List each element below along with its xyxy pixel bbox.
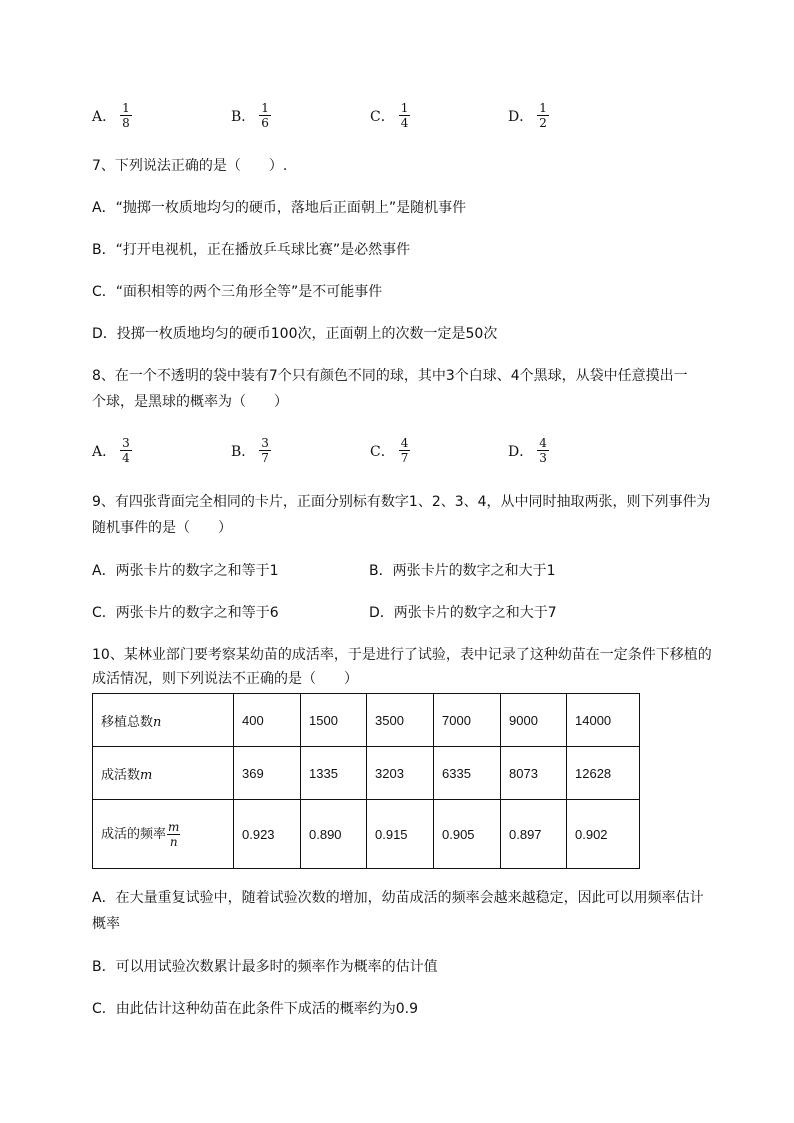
q6-option-d: [508, 101, 549, 130]
denominator: 7: [400, 451, 409, 465]
fraction: [120, 436, 132, 465]
table-cell: 12628: [567, 747, 640, 800]
fraction: [259, 436, 271, 465]
option-letter: C．: [370, 108, 395, 125]
q10-option-c: C．由此估计这种幼苗在此条件下成活的概率约为0.9: [92, 1001, 419, 1017]
option-letter: B．: [231, 108, 256, 125]
numerator: 4: [400, 436, 409, 450]
denominator: n: [169, 834, 178, 849]
q10-stem-line1: 10、某林业部门要考察某幼苗的成活率，于是进行了试验，表中记录了这种幼苗在一定条件下移植的: [92, 647, 712, 663]
q6-option-b: [231, 101, 271, 130]
table-cell: 0.905: [434, 800, 501, 869]
table-cell: 1335: [301, 747, 367, 800]
q6-option-a: [92, 101, 132, 130]
table-cell: 0.923: [234, 800, 301, 869]
denominator: 2: [539, 116, 547, 130]
numerator: 1: [539, 101, 547, 115]
q10-stem-line2: 成活情况，则下列说法不正确的是（ ）: [92, 671, 358, 687]
label-text: 成活的频率: [101, 826, 167, 842]
q7-option-b: B．“打开电视机，正在播放乒乓球比赛”是必然事件: [92, 242, 411, 258]
fraction: [537, 436, 549, 465]
q10-option-b: B．可以用试验次数累计最多时的频率作为概率的估计值: [92, 959, 438, 975]
denominator: 7: [261, 451, 269, 465]
table-row: [93, 747, 640, 800]
q10-option-a-line2: 概率: [92, 916, 120, 932]
table-row: [93, 694, 640, 747]
variable-n: n: [153, 714, 162, 730]
table-cell: 0.915: [367, 800, 434, 869]
numerator: 3: [122, 436, 130, 450]
fraction: [120, 101, 132, 130]
fraction: [399, 101, 411, 130]
option-letter: A．: [92, 108, 117, 125]
label-text: 成活数: [101, 767, 141, 783]
table-cell: 400: [234, 694, 301, 747]
q8-option-b: [231, 436, 271, 465]
row-header-survived: [93, 747, 234, 800]
numerator: 4: [539, 436, 547, 450]
option-letter: A．: [92, 443, 117, 460]
q7-option-a: A．“抛掷一枚质地均匀的硬币，落地后正面朝上”是随机事件: [92, 200, 467, 216]
table-cell: 9000: [501, 694, 567, 747]
numerator: m: [168, 819, 180, 834]
variable-m: m: [140, 767, 153, 783]
table-cell: 0.902: [567, 800, 640, 869]
denominator: 3: [539, 451, 547, 465]
fraction-m-over-n: [167, 820, 180, 849]
table-cell: 0.890: [301, 800, 367, 869]
table-cell: 3500: [367, 694, 434, 747]
q8-option-c: [370, 436, 410, 465]
q8-option-a: [92, 436, 132, 465]
transplant-table: [92, 693, 640, 869]
q7-stem: 7、下列说法正确的是（ ）.: [92, 158, 288, 174]
label-text: 移植总数: [101, 714, 154, 730]
option-letter: D．: [508, 108, 534, 125]
table-cell: 1500: [301, 694, 367, 747]
option-letter: B．: [231, 443, 256, 460]
q9-stem-line1: 9、有四张背面完全相同的卡片，正面分别标有数字1、2、3、4，从中同时抽取两张，则下列事件为: [92, 494, 711, 510]
q9-option-a: A．两张卡片的数字之和等于1: [92, 563, 279, 579]
numerator: 1: [400, 101, 409, 115]
q8-stem-line2: 个球，是黑球的概率为（ ）: [92, 394, 288, 410]
denominator: 6: [261, 116, 269, 130]
table-cell: 8073: [501, 747, 567, 800]
numerator: 3: [261, 436, 269, 450]
row-header-frequency: [93, 800, 234, 869]
q7-option-c: C．“面积相等的两个三角形全等”是不可能事件: [92, 284, 383, 300]
q9-stem-line2: 随机事件的是（ ）: [92, 520, 232, 536]
q8-option-d: [508, 436, 549, 465]
q9-option-d: D．两张卡片的数字之和大于7: [369, 605, 557, 621]
q7-option-d: D．投掷一枚质地均匀的硬币100次，正面朝上的次数一定是50次: [92, 326, 498, 342]
table-cell: 0.897: [501, 800, 567, 869]
q10-option-a-line1: A．在大量重复试验中，随着试验次数的增加，幼苗成活的频率会越来越稳定，因此可以用频率估计: [92, 890, 704, 906]
table-cell: 14000: [567, 694, 640, 747]
option-letter: C．: [370, 443, 395, 460]
denominator: 4: [122, 451, 130, 465]
fraction: [259, 101, 271, 130]
table-row: [93, 800, 640, 869]
denominator: 8: [122, 116, 130, 130]
numerator: 1: [122, 101, 130, 115]
option-letter: D．: [508, 443, 534, 460]
numerator: 1: [261, 101, 269, 115]
q6-option-c: [370, 101, 410, 130]
table-cell: 6335: [434, 747, 501, 800]
fraction: [399, 436, 411, 465]
fraction: [537, 101, 549, 130]
q9-option-b: B．两张卡片的数字之和大于1: [369, 563, 556, 579]
row-header-total: [93, 694, 234, 747]
table-cell: 3203: [367, 747, 434, 800]
q8-stem-line1: 8、在一个不透明的袋中装有7个只有颜色不同的球，其中3个白球、4个黑球，从袋中任意摸出一: [92, 368, 688, 384]
table-cell: 369: [234, 747, 301, 800]
table-cell: 7000: [434, 694, 501, 747]
q9-option-c: C．两张卡片的数字之和等于6: [92, 605, 279, 621]
denominator: 4: [400, 116, 409, 130]
